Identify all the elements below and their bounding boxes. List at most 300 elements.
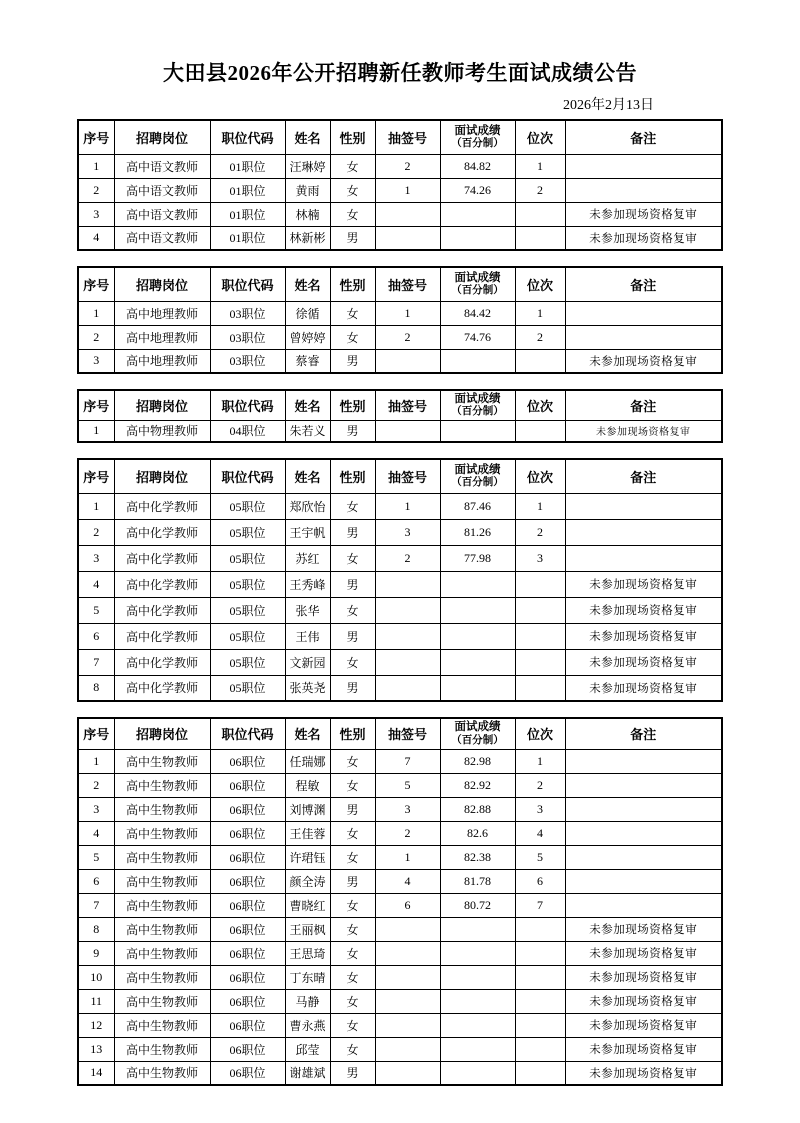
announcement-date: 2026年2月13日 (563, 98, 654, 113)
table-body (78, 749, 722, 1085)
cell-seq: 9 (78, 941, 114, 965)
cell-name: 王丽枫 (285, 917, 330, 941)
col-header-rank: 位次 (515, 120, 565, 154)
cell-score (440, 965, 515, 989)
cell-lottery (375, 1037, 440, 1061)
cell-position: 高中物理教师 (114, 420, 210, 442)
cell-lottery: 2 (375, 545, 440, 571)
cell-code: 05职位 (210, 493, 285, 519)
cell-rank (515, 1013, 565, 1037)
cell-position: 高中生物教师 (114, 773, 210, 797)
score-table-geography-teacher-03 (77, 266, 723, 374)
cell-name: 苏红 (285, 545, 330, 571)
col-header-lottery: 抽签号 (375, 120, 440, 154)
cell-seq: 4 (78, 821, 114, 845)
cell-name: 张英尧 (285, 675, 330, 701)
cell-gender: 女 (330, 178, 375, 202)
col-header-gender: 性别 (330, 390, 375, 420)
col-header-remark: 备注 (565, 459, 722, 493)
cell-gender: 女 (330, 202, 375, 226)
cell-rank (515, 965, 565, 989)
cell-code: 05职位 (210, 623, 285, 649)
cell-rank: 2 (515, 325, 565, 349)
cell-name: 郑欣怡 (285, 493, 330, 519)
col-header-position: 招聘岗位 (114, 120, 210, 154)
cell-gender: 女 (330, 821, 375, 845)
col-header-code: 职位代码 (210, 267, 285, 301)
cell-remark: 未参加现场资格复审 (565, 623, 722, 649)
cell-lottery (375, 1061, 440, 1085)
cell-remark: 未参加现场资格复审 (565, 202, 722, 226)
cell-position: 高中生物教师 (114, 893, 210, 917)
cell-code: 03职位 (210, 301, 285, 325)
cell-name: 林新彬 (285, 226, 330, 250)
cell-name: 马静 (285, 989, 330, 1013)
cell-seq: 11 (78, 989, 114, 1013)
cell-lottery (375, 1013, 440, 1037)
col-header-seq: 序号 (78, 390, 114, 420)
cell-seq: 2 (78, 178, 114, 202)
cell-name: 王宇帆 (285, 519, 330, 545)
cell-score (440, 649, 515, 675)
cell-score (440, 226, 515, 250)
cell-seq: 4 (78, 571, 114, 597)
cell-code: 06职位 (210, 893, 285, 917)
cell-name: 程敏 (285, 773, 330, 797)
score-header-line1: 面试成绩 (454, 124, 501, 137)
header-row (78, 718, 722, 749)
table-row (78, 941, 722, 965)
table-body (78, 154, 722, 250)
cell-remark: 未参加现场资格复审 (565, 226, 722, 250)
cell-code: 03职位 (210, 349, 285, 373)
cell-score (440, 1013, 515, 1037)
col-header-code: 职位代码 (210, 718, 285, 749)
cell-gender: 女 (330, 893, 375, 917)
cell-gender: 男 (330, 420, 375, 442)
cell-lottery (375, 420, 440, 442)
col-header-seq: 序号 (78, 459, 114, 493)
table-row (78, 349, 722, 373)
cell-rank: 7 (515, 893, 565, 917)
col-header-score (440, 459, 515, 493)
cell-name: 王思琦 (285, 941, 330, 965)
cell-remark: 未参加现场资格复审 (565, 675, 722, 701)
table-body (78, 420, 722, 442)
col-header-seq: 序号 (78, 718, 114, 749)
cell-position: 高中化学教师 (114, 493, 210, 519)
cell-score (440, 917, 515, 941)
cell-position: 高中生物教师 (114, 941, 210, 965)
table-row (78, 965, 722, 989)
cell-lottery (375, 917, 440, 941)
table-row (78, 301, 722, 325)
cell-name: 黄雨 (285, 178, 330, 202)
cell-seq: 2 (78, 519, 114, 545)
header-row (78, 267, 722, 301)
cell-code: 06职位 (210, 989, 285, 1013)
cell-code: 06职位 (210, 965, 285, 989)
cell-score (440, 989, 515, 1013)
header-row (78, 120, 722, 154)
header-row (78, 459, 722, 493)
cell-gender: 男 (330, 571, 375, 597)
table-body (78, 493, 722, 701)
col-header-code: 职位代码 (210, 390, 285, 420)
table-body (78, 301, 722, 373)
cell-rank (515, 649, 565, 675)
cell-score (440, 675, 515, 701)
col-header-position: 招聘岗位 (114, 267, 210, 301)
cell-remark: 未参加现场资格复审 (565, 989, 722, 1013)
cell-rank: 1 (515, 301, 565, 325)
cell-rank: 4 (515, 821, 565, 845)
cell-lottery (375, 965, 440, 989)
cell-name: 丁东晴 (285, 965, 330, 989)
cell-lottery: 3 (375, 519, 440, 545)
cell-gender: 女 (330, 301, 375, 325)
cell-name: 许珺钰 (285, 845, 330, 869)
col-header-position: 招聘岗位 (114, 390, 210, 420)
col-header-rank: 位次 (515, 390, 565, 420)
cell-seq: 2 (78, 325, 114, 349)
cell-seq: 10 (78, 965, 114, 989)
col-header-gender: 性别 (330, 267, 375, 301)
cell-rank (515, 1061, 565, 1085)
cell-code: 06职位 (210, 749, 285, 773)
cell-code: 04职位 (210, 420, 285, 442)
cell-position: 高中语文教师 (114, 226, 210, 250)
col-header-score (440, 120, 515, 154)
cell-code: 06职位 (210, 869, 285, 893)
cell-rank: 1 (515, 749, 565, 773)
cell-score: 74.26 (440, 178, 515, 202)
cell-lottery: 2 (375, 325, 440, 349)
cell-name: 张华 (285, 597, 330, 623)
cell-position: 高中生物教师 (114, 845, 210, 869)
cell-seq: 7 (78, 649, 114, 675)
cell-rank: 5 (515, 845, 565, 869)
cell-lottery (375, 675, 440, 701)
cell-remark (565, 797, 722, 821)
table-row (78, 545, 722, 571)
cell-lottery (375, 941, 440, 965)
col-header-code: 职位代码 (210, 120, 285, 154)
cell-gender: 女 (330, 965, 375, 989)
col-header-remark: 备注 (565, 120, 722, 154)
cell-rank (515, 917, 565, 941)
table-row (78, 178, 722, 202)
cell-lottery (375, 649, 440, 675)
cell-score: 81.26 (440, 519, 515, 545)
cell-lottery: 7 (375, 749, 440, 773)
score-header-line1: 面试成绩 (454, 271, 501, 284)
cell-rank (515, 623, 565, 649)
table-row (78, 623, 722, 649)
col-header-score (440, 390, 515, 420)
cell-gender: 男 (330, 349, 375, 373)
col-header-lottery: 抽签号 (375, 267, 440, 301)
cell-code: 06职位 (210, 773, 285, 797)
cell-gender: 男 (330, 623, 375, 649)
cell-score (440, 1037, 515, 1061)
cell-lottery: 5 (375, 773, 440, 797)
cell-lottery (375, 202, 440, 226)
cell-seq: 1 (78, 420, 114, 442)
table-row (78, 773, 722, 797)
cell-remark: 未参加现场资格复审 (565, 649, 722, 675)
col-header-lottery: 抽签号 (375, 718, 440, 749)
cell-seq: 8 (78, 675, 114, 701)
table-row (78, 519, 722, 545)
cell-remark (565, 493, 722, 519)
cell-code: 06职位 (210, 821, 285, 845)
table-row (78, 226, 722, 250)
cell-name: 刘博渊 (285, 797, 330, 821)
table-row (78, 749, 722, 773)
cell-remark: 未参加现场资格复审 (565, 571, 722, 597)
table-row (78, 649, 722, 675)
cell-position: 高中化学教师 (114, 597, 210, 623)
cell-score (440, 597, 515, 623)
cell-lottery (375, 571, 440, 597)
cell-position: 高中化学教师 (114, 545, 210, 571)
cell-remark (565, 773, 722, 797)
cell-position: 高中语文教师 (114, 202, 210, 226)
table-row (78, 869, 722, 893)
cell-rank (515, 571, 565, 597)
cell-seq: 7 (78, 893, 114, 917)
cell-position: 高中地理教师 (114, 349, 210, 373)
cell-name: 曹永燕 (285, 1013, 330, 1037)
cell-score (440, 1061, 515, 1085)
cell-gender: 女 (330, 493, 375, 519)
cell-lottery: 1 (375, 845, 440, 869)
cell-seq: 1 (78, 301, 114, 325)
cell-code: 05职位 (210, 675, 285, 701)
cell-score: 81.78 (440, 869, 515, 893)
table-row (78, 420, 722, 442)
cell-rank: 1 (515, 154, 565, 178)
cell-position: 高中生物教师 (114, 1013, 210, 1037)
col-header-rank: 位次 (515, 267, 565, 301)
cell-remark: 未参加现场资格复审 (565, 941, 722, 965)
score-header-line1: 面试成绩 (454, 392, 501, 405)
cell-gender: 女 (330, 941, 375, 965)
cell-name: 林楠 (285, 202, 330, 226)
page-title: 大田县2026年公开招聘新任教师考生面试成绩公告 (163, 61, 637, 85)
col-header-remark: 备注 (565, 390, 722, 420)
cell-code: 03职位 (210, 325, 285, 349)
cell-name: 汪琳婷 (285, 154, 330, 178)
table-row (78, 989, 722, 1013)
cell-gender: 女 (330, 773, 375, 797)
score-table-physics-teacher-04 (77, 389, 723, 443)
cell-remark: 未参加现场资格复审 (565, 349, 722, 373)
table-row (78, 845, 722, 869)
cell-code: 01职位 (210, 178, 285, 202)
col-header-name: 姓名 (285, 267, 330, 301)
cell-position: 高中化学教师 (114, 519, 210, 545)
cell-name: 曾婷婷 (285, 325, 330, 349)
cell-code: 01职位 (210, 154, 285, 178)
col-header-rank: 位次 (515, 718, 565, 749)
cell-score: 82.98 (440, 749, 515, 773)
cell-score (440, 571, 515, 597)
cell-rank (515, 1037, 565, 1061)
cell-position: 高中语文教师 (114, 154, 210, 178)
cell-seq: 13 (78, 1037, 114, 1061)
table-row (78, 1013, 722, 1037)
cell-seq: 14 (78, 1061, 114, 1085)
cell-position: 高中生物教师 (114, 965, 210, 989)
cell-rank (515, 349, 565, 373)
cell-code: 06职位 (210, 1013, 285, 1037)
cell-code: 05职位 (210, 545, 285, 571)
cell-seq: 12 (78, 1013, 114, 1037)
cell-remark (565, 154, 722, 178)
cell-gender: 女 (330, 649, 375, 675)
cell-remark: 未参加现场资格复审 (565, 965, 722, 989)
cell-rank (515, 597, 565, 623)
cell-seq: 3 (78, 202, 114, 226)
cell-position: 高中地理教师 (114, 301, 210, 325)
cell-lottery (375, 989, 440, 1013)
cell-gender: 女 (330, 917, 375, 941)
cell-remark (565, 545, 722, 571)
cell-seq: 3 (78, 545, 114, 571)
score-header-line2: （百分制） (451, 285, 504, 297)
cell-score: 82.6 (440, 821, 515, 845)
score-table-chemistry-teacher-05 (77, 458, 723, 702)
cell-gender: 女 (330, 597, 375, 623)
cell-rank: 3 (515, 545, 565, 571)
cell-seq: 6 (78, 623, 114, 649)
score-header-line2: （百分制） (451, 138, 504, 150)
cell-score: 82.38 (440, 845, 515, 869)
cell-score: 87.46 (440, 493, 515, 519)
cell-seq: 4 (78, 226, 114, 250)
cell-name: 王伟 (285, 623, 330, 649)
cell-score: 84.42 (440, 301, 515, 325)
cell-position: 高中生物教师 (114, 821, 210, 845)
cell-remark (565, 893, 722, 917)
col-header-gender: 性别 (330, 459, 375, 493)
score-header-line1: 面试成绩 (454, 721, 501, 734)
cell-score (440, 420, 515, 442)
cell-score: 82.92 (440, 773, 515, 797)
cell-position: 高中生物教师 (114, 749, 210, 773)
cell-code: 06职位 (210, 941, 285, 965)
cell-code: 01职位 (210, 202, 285, 226)
col-header-lottery: 抽签号 (375, 390, 440, 420)
cell-position: 高中生物教师 (114, 797, 210, 821)
cell-remark: 未参加现场资格复审 (565, 1037, 722, 1061)
cell-remark (565, 845, 722, 869)
cell-name: 文新园 (285, 649, 330, 675)
table-row (78, 893, 722, 917)
cell-score: 82.88 (440, 797, 515, 821)
cell-gender: 女 (330, 325, 375, 349)
table-row (78, 797, 722, 821)
cell-seq: 2 (78, 773, 114, 797)
cell-code: 06职位 (210, 845, 285, 869)
cell-remark (565, 301, 722, 325)
cell-rank (515, 941, 565, 965)
cell-gender: 女 (330, 1013, 375, 1037)
col-header-gender: 性别 (330, 718, 375, 749)
cell-rank (515, 202, 565, 226)
cell-name: 徐循 (285, 301, 330, 325)
table-row (78, 821, 722, 845)
score-header-line1: 面试成绩 (454, 463, 501, 476)
cell-name: 邱莹 (285, 1037, 330, 1061)
col-header-score (440, 718, 515, 749)
cell-rank: 6 (515, 869, 565, 893)
cell-score: 74.76 (440, 325, 515, 349)
col-header-rank: 位次 (515, 459, 565, 493)
cell-name: 蔡睿 (285, 349, 330, 373)
cell-score (440, 623, 515, 649)
cell-lottery: 6 (375, 893, 440, 917)
table-row (78, 675, 722, 701)
cell-seq: 1 (78, 493, 114, 519)
table-row (78, 325, 722, 349)
cell-code: 06职位 (210, 917, 285, 941)
table-row (78, 1061, 722, 1085)
cell-gender: 女 (330, 545, 375, 571)
cell-name: 任瑞娜 (285, 749, 330, 773)
cell-seq: 8 (78, 917, 114, 941)
cell-name: 王秀峰 (285, 571, 330, 597)
cell-lottery (375, 597, 440, 623)
col-header-name: 姓名 (285, 459, 330, 493)
cell-score (440, 349, 515, 373)
col-header-seq: 序号 (78, 120, 114, 154)
cell-rank: 2 (515, 178, 565, 202)
cell-lottery: 1 (375, 301, 440, 325)
col-header-position: 招聘岗位 (114, 459, 210, 493)
cell-position: 高中生物教师 (114, 1037, 210, 1061)
cell-gender: 女 (330, 749, 375, 773)
table-row (78, 571, 722, 597)
table-row (78, 493, 722, 519)
cell-position: 高中生物教师 (114, 1061, 210, 1085)
cell-rank (515, 989, 565, 1013)
cell-seq: 3 (78, 797, 114, 821)
header-row (78, 390, 722, 420)
cell-position: 高中化学教师 (114, 649, 210, 675)
cell-score: 80.72 (440, 893, 515, 917)
cell-lottery: 4 (375, 869, 440, 893)
cell-lottery (375, 349, 440, 373)
cell-code: 05职位 (210, 649, 285, 675)
cell-code: 06职位 (210, 1037, 285, 1061)
cell-rank (515, 675, 565, 701)
table-row (78, 154, 722, 178)
col-header-position: 招聘岗位 (114, 718, 210, 749)
col-header-name: 姓名 (285, 718, 330, 749)
cell-remark: 未参加现场资格复审 (565, 597, 722, 623)
cell-position: 高中生物教师 (114, 917, 210, 941)
cell-rank (515, 226, 565, 250)
table-row (78, 597, 722, 623)
cell-remark (565, 325, 722, 349)
cell-gender: 男 (330, 519, 375, 545)
cell-rank: 2 (515, 773, 565, 797)
cell-code: 05职位 (210, 597, 285, 623)
cell-lottery (375, 226, 440, 250)
